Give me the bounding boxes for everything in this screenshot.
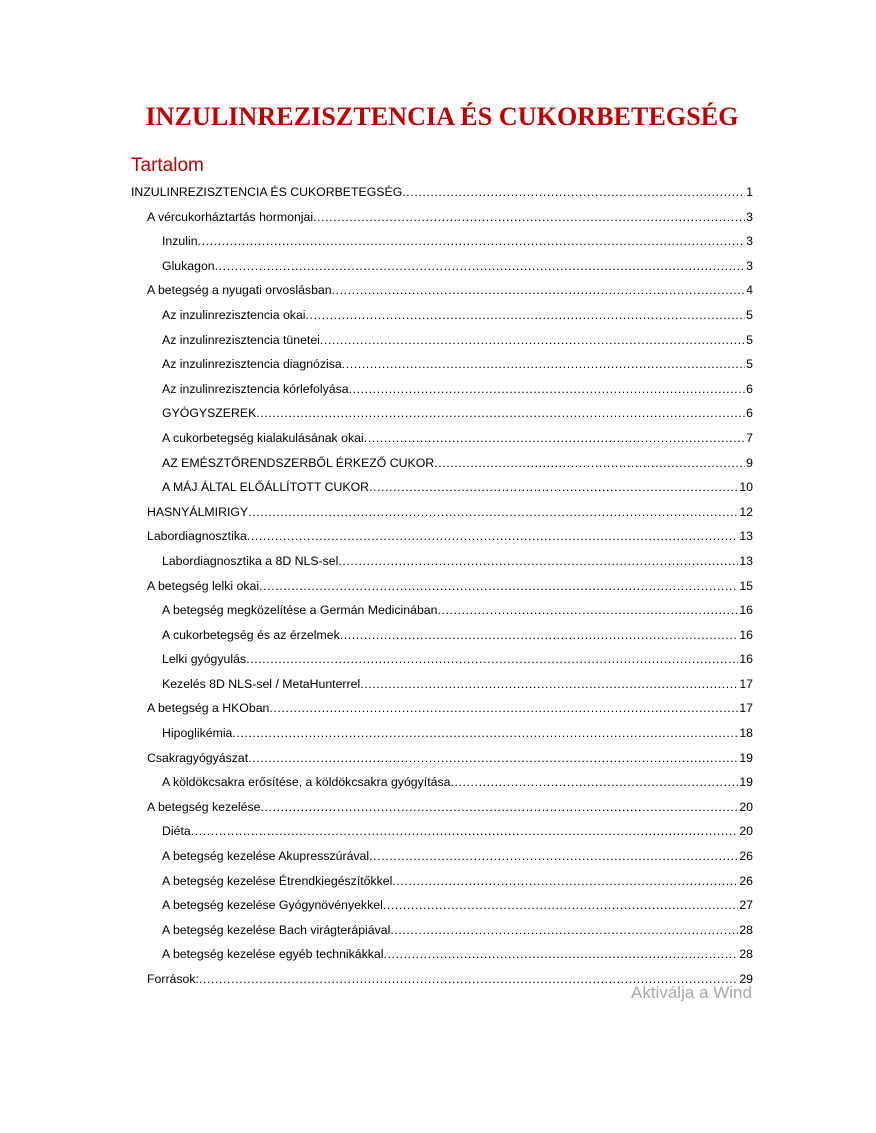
toc-entry-page-number: 16 bbox=[739, 603, 753, 618]
toc-entry[interactable] bbox=[131, 721, 753, 746]
toc-entry-title: A betegség kezelése Étrendkiegészítőkkel bbox=[162, 873, 393, 888]
toc-entry[interactable] bbox=[131, 647, 753, 672]
toc-entry-title: A betegség lelki okai bbox=[147, 578, 260, 593]
toc-entry-title: Diéta bbox=[162, 824, 191, 839]
toc-entry-title: A betegség kezelése Gyógynövényekkel bbox=[162, 898, 383, 913]
toc-entry-page-number: 19 bbox=[739, 750, 753, 765]
activation-watermark: Aktiválja a Wind bbox=[631, 983, 752, 1002]
toc-entry[interactable] bbox=[131, 377, 753, 402]
toc-entry[interactable] bbox=[131, 844, 753, 869]
toc-entry[interactable] bbox=[131, 819, 753, 844]
toc-dot-leader bbox=[369, 475, 738, 500]
toc-entry-title: A betegség kezelése Akupresszúrával bbox=[162, 849, 370, 864]
toc-dot-leader bbox=[390, 918, 738, 943]
toc-entry[interactable] bbox=[131, 500, 753, 525]
toc-entry-page-number: 6 bbox=[746, 381, 753, 396]
toc-dot-leader bbox=[369, 844, 738, 869]
toc-entry-title: A köldökcsakra erősítése, a köldökcsakra gyógyítása bbox=[162, 775, 451, 790]
toc-dot-leader bbox=[246, 647, 738, 672]
toc-dot-leader bbox=[384, 942, 739, 967]
toc-entry-title: A cukorbetegség és az érzelmek bbox=[162, 627, 340, 642]
toc-entry[interactable] bbox=[131, 746, 753, 771]
toc-entry[interactable] bbox=[131, 574, 753, 599]
toc-entry-page-number: 4 bbox=[746, 283, 753, 298]
toc-entry[interactable] bbox=[131, 623, 753, 648]
toc-dot-leader bbox=[340, 623, 739, 648]
toc-entry[interactable] bbox=[131, 598, 753, 623]
toc-entry-title: INZULINREZISZTENCIA ÉS CUKORBETEGSÉG bbox=[131, 185, 403, 199]
toc-dot-leader bbox=[364, 426, 745, 451]
toc-entry-title: Labordiagnosztika bbox=[147, 529, 247, 544]
toc-entry-title: Glukagon bbox=[162, 258, 215, 273]
toc-dot-leader bbox=[450, 770, 738, 795]
toc-entry-page-number: 28 bbox=[739, 947, 753, 962]
toc-dot-leader bbox=[360, 672, 738, 697]
toc-entry-title: AZ EMÉSZTŐRENDSZERBŐL ÉRKEZŐ CUKOR bbox=[162, 455, 435, 470]
toc-entry-page-number: 16 bbox=[739, 652, 753, 667]
toc-entry-title: A MÁJ ÁLTAL ELŐÁLLÍTOTT CUKOR bbox=[162, 480, 370, 495]
toc-entry[interactable] bbox=[131, 328, 753, 353]
toc-dot-leader bbox=[232, 721, 738, 746]
toc-entry[interactable] bbox=[131, 918, 753, 943]
toc-entry[interactable] bbox=[131, 942, 753, 967]
document-title: INZULINREZISZTENCIA ÉS CUKORBETEGSÉG bbox=[145, 102, 739, 131]
toc-entry[interactable] bbox=[131, 672, 753, 697]
toc-dot-leader bbox=[437, 598, 738, 623]
toc-entry-page-number: 10 bbox=[739, 480, 753, 495]
toc-entry-title: A betegség kezelése bbox=[147, 799, 261, 814]
toc-entry-title: Kezelés 8D NLS-sel / MetaHunterrel bbox=[162, 676, 361, 691]
toc-dot-leader bbox=[342, 352, 745, 377]
toc-dot-leader bbox=[191, 819, 739, 844]
toc-entry-page-number: 3 bbox=[746, 258, 753, 273]
toc-dot-leader bbox=[338, 549, 738, 574]
toc-entry-page-number: 5 bbox=[746, 332, 753, 347]
toc-dot-leader bbox=[383, 893, 739, 918]
toc-entry-title: A betegség a HKOban bbox=[147, 701, 270, 716]
toc-entry-page-number: 7 bbox=[746, 430, 753, 445]
toc-entry[interactable] bbox=[131, 795, 753, 820]
toc-entry-page-number: 17 bbox=[739, 676, 753, 691]
toc-entry-title: Források: bbox=[147, 972, 199, 986]
toc-dot-leader bbox=[434, 451, 745, 476]
toc-dot-leader bbox=[349, 377, 746, 402]
toc-entry-title: Az inzulinrezisztencia diagnózisa bbox=[162, 357, 342, 372]
toc-entry[interactable] bbox=[131, 475, 753, 500]
toc-dot-leader bbox=[402, 180, 745, 205]
toc-entry-title: HASNYÁLMIRIGY bbox=[147, 504, 249, 519]
toc-entry-title: A betegség megközelítése a Germán Medicinában bbox=[162, 603, 438, 618]
toc-entry[interactable] bbox=[131, 229, 753, 254]
toc-entry-page-number: 19 bbox=[739, 775, 753, 790]
toc-entry-page-number: 13 bbox=[739, 553, 753, 568]
toc-dot-leader bbox=[392, 869, 738, 894]
toc-dot-leader bbox=[248, 746, 738, 771]
toc-entry-page-number: 13 bbox=[739, 529, 753, 544]
toc-entry-page-number: 1 bbox=[746, 185, 753, 199]
toc-entry-title: Csakragyógyászat bbox=[147, 750, 249, 765]
toc-entry-title: A betegség kezelése egyéb technikákkal bbox=[162, 947, 384, 962]
toc-entry-page-number: 3 bbox=[746, 209, 753, 224]
toc-entry-title: A cukorbetegség kialakulásának okai bbox=[162, 430, 364, 445]
toc-entry[interactable] bbox=[131, 524, 753, 549]
toc-dot-leader bbox=[256, 401, 745, 426]
toc-entry[interactable] bbox=[131, 893, 753, 918]
toc-dot-leader bbox=[306, 303, 746, 328]
toc-dot-leader bbox=[198, 229, 746, 254]
toc-entry-page-number: 27 bbox=[739, 898, 753, 913]
toc-entry-title: Az inzulinrezisztencia okai bbox=[162, 307, 306, 322]
toc-entry-page-number: 28 bbox=[739, 922, 753, 937]
toc-entry-title: Labordiagnosztika a 8D NLS-sel bbox=[162, 553, 339, 568]
toc-dot-leader bbox=[320, 328, 745, 353]
toc-entry[interactable] bbox=[131, 451, 753, 476]
toc-entry[interactable] bbox=[131, 401, 753, 426]
toc-entry-page-number: 6 bbox=[746, 406, 753, 421]
toc-entry-page-number: 20 bbox=[739, 824, 753, 839]
toc-heading: Tartalom bbox=[131, 155, 204, 176]
toc-dot-leader bbox=[313, 205, 745, 230]
toc-entry-title: A vércukorháztartás hormonjai bbox=[147, 209, 314, 224]
toc-entry-page-number: 9 bbox=[746, 455, 753, 470]
toc-entry-page-number: 5 bbox=[746, 357, 753, 372]
toc-entry[interactable] bbox=[131, 869, 753, 894]
toc-entry-page-number: 29 bbox=[739, 972, 753, 986]
toc-entry-page-number: 16 bbox=[739, 627, 753, 642]
table-of-contents bbox=[131, 180, 753, 992]
toc-entry-title: Inzulin bbox=[162, 234, 198, 249]
toc-entry-title: Hipoglikémia bbox=[162, 726, 233, 741]
toc-dot-leader bbox=[247, 524, 739, 549]
toc-dot-leader bbox=[259, 574, 738, 599]
toc-entry-page-number: 17 bbox=[739, 701, 753, 716]
toc-entry-title: Az inzulinrezisztencia kórlefolyása bbox=[162, 381, 349, 396]
toc-entry-title: A betegség a nyugati orvoslásban bbox=[147, 283, 332, 298]
toc-entry-page-number: 20 bbox=[739, 799, 753, 814]
toc-entry[interactable] bbox=[131, 549, 753, 574]
toc-entry-page-number: 18 bbox=[739, 726, 753, 741]
toc-dot-leader bbox=[261, 795, 739, 820]
toc-entry-title: GYÓGYSZEREK bbox=[162, 406, 257, 421]
toc-dot-leader bbox=[215, 254, 746, 279]
toc-entry-page-number: 15 bbox=[739, 578, 753, 593]
toc-entry-page-number: 12 bbox=[739, 504, 753, 519]
toc-dot-leader bbox=[332, 278, 746, 303]
toc-entry[interactable] bbox=[131, 696, 753, 721]
toc-entry[interactable] bbox=[131, 180, 753, 205]
toc-entry[interactable] bbox=[131, 426, 753, 451]
toc-entry-page-number: 26 bbox=[739, 849, 753, 864]
toc-entry-page-number: 3 bbox=[746, 234, 753, 249]
toc-entry-title: Lelki gyógyulás bbox=[162, 652, 247, 667]
toc-entry[interactable] bbox=[131, 254, 753, 279]
toc-dot-leader bbox=[248, 500, 738, 525]
toc-entry[interactable] bbox=[131, 303, 753, 328]
toc-entry-page-number: 5 bbox=[746, 307, 753, 322]
toc-entry-page-number: 26 bbox=[739, 873, 753, 888]
toc-entry[interactable] bbox=[131, 205, 753, 230]
toc-entry[interactable] bbox=[131, 278, 753, 303]
toc-dot-leader bbox=[269, 696, 738, 721]
toc-entry-title: A betegség kezelése Bach virágterápiával bbox=[162, 922, 391, 937]
toc-entry-title: Az inzulinrezisztencia tünetei bbox=[162, 332, 320, 347]
toc-entry[interactable] bbox=[131, 352, 753, 377]
toc-entry[interactable] bbox=[131, 770, 753, 795]
